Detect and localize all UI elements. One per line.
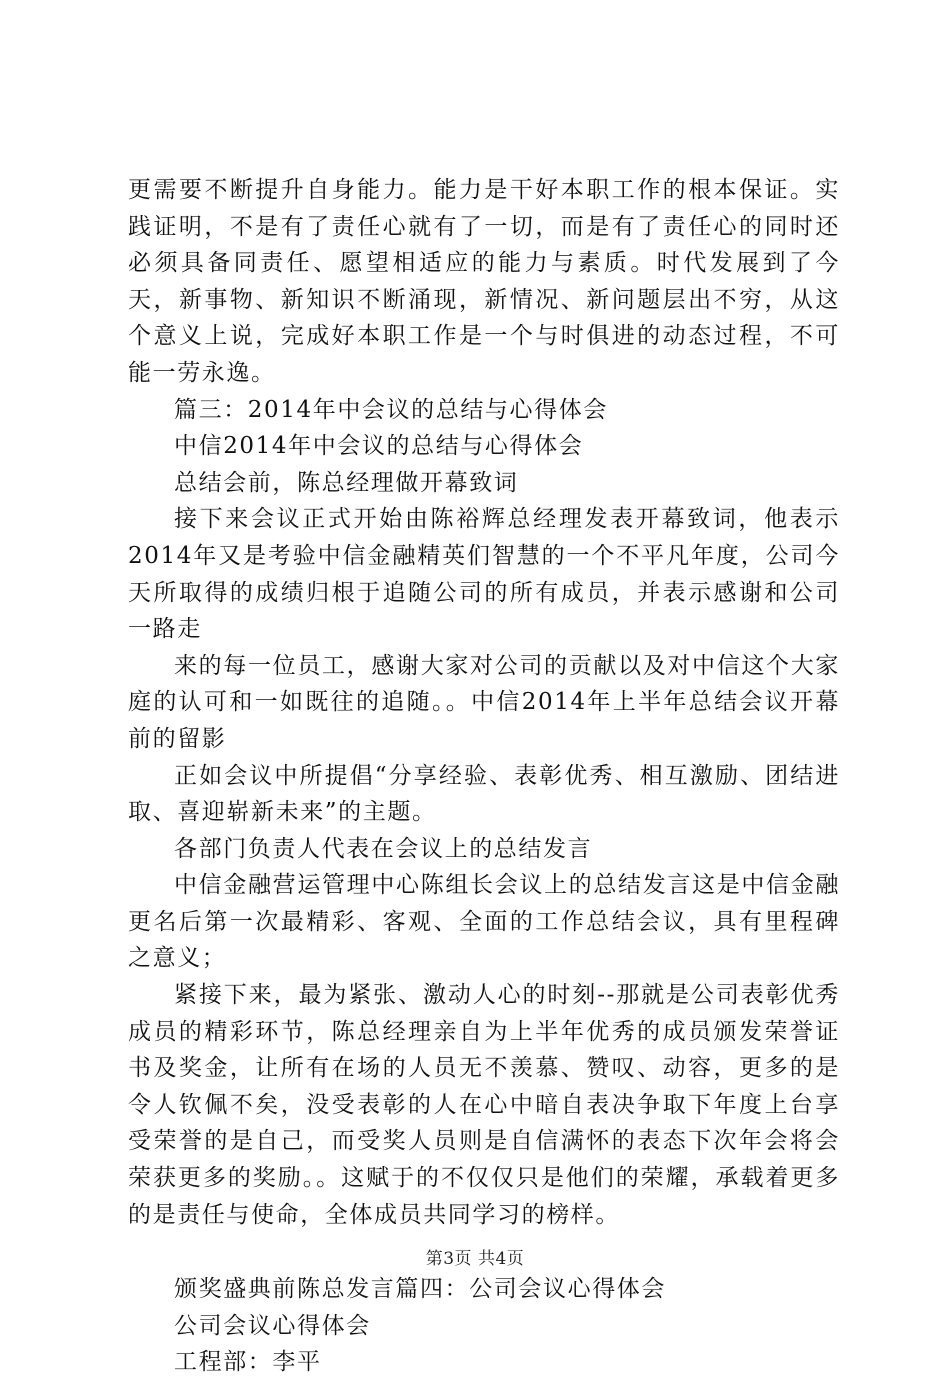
paragraph-meeting-theme: 正如会议中所提倡“分享经验、表彰优秀、相互激励、团结进取、喜迎崭新未来”的主题。 — [128, 762, 840, 826]
paragraph-award-ceremony: 紧接下来，最为紧张、激动人心的时刻--那就是公司表彰优秀成员的精彩环节，陈总经理亲自为上半年优秀的成员颁发荣誉证书及奖金，让所有在场的人员无不羡慕、赞叹、动容，更多的是令人钦佩不矣，没受表彰的人在心中暗自表决争取下年度上台享受荣誉的是自己，而受奖人员则是自信满怀的表态下次年会将会荣获更多的奖励。。这赋于的不仅仅只是他们的荣耀，承载着更多的是责任与使命，全体成员共同学习的榜样。 — [128, 982, 840, 1228]
paragraph-ability: 更需要不断提升自身能力。能力是干好本职工作的根本保证。实践证明，不是有了责任心就有了一切，而是有了责任心的同时还必须具备同责任、愿望相适应的能力与素质。时代发展到了今天，新事物、新知识不断涌现，新情况、新问题层出不穷，从这个意义上说，完成好本职工作是一个与时俱进的动态过程，不可能一劳永逸。 — [128, 177, 840, 386]
section-heading-part-four: 颁奖盛典前陈总发言篇四：公司会议心得体会 — [174, 1276, 666, 1303]
paragraph-opening-caption: 总结会前，陈总经理做开幕致词 — [174, 469, 519, 496]
author-line: 工程部：李平 — [174, 1349, 322, 1376]
paragraph-department-speeches: 各部门负责人代表在会议上的总结发言 — [174, 835, 593, 862]
paragraph-thanks-employees: 来的每一位员工，感谢大家对公司的贡献以及对中信这个大家庭的认可和一如既往的追随。。中信2014年上半年总结会议开幕前的留影 — [128, 652, 840, 752]
article-title: 中信2014年中会议的总结与心得体会 — [174, 433, 584, 460]
section-heading-part-three: 篇三：2014年中会议的总结与心得体会 — [174, 396, 608, 423]
paragraph-operations-summary: 中信金融营运管理中心陈组长会议上的总结发言这是中信金融更名后第一次最精彩、客观、全面的工作总结会议，具有里程碑之意义； — [128, 872, 840, 972]
subsection-title: 公司会议心得体会 — [174, 1312, 371, 1339]
page-number-footer: 第3页 共4页 — [425, 1249, 525, 1269]
document-body — [128, 172, 840, 1381]
paragraph-opening-speech: 接下来会议正式开始由陈裕辉总经理发表开幕致词，他表示2014年又是考验中信金融精英们智慧的一个不平凡年度，公司今天所取得的成绩归根于追随公司的所有成员，并表示感谢和公司一路走 — [128, 506, 840, 643]
